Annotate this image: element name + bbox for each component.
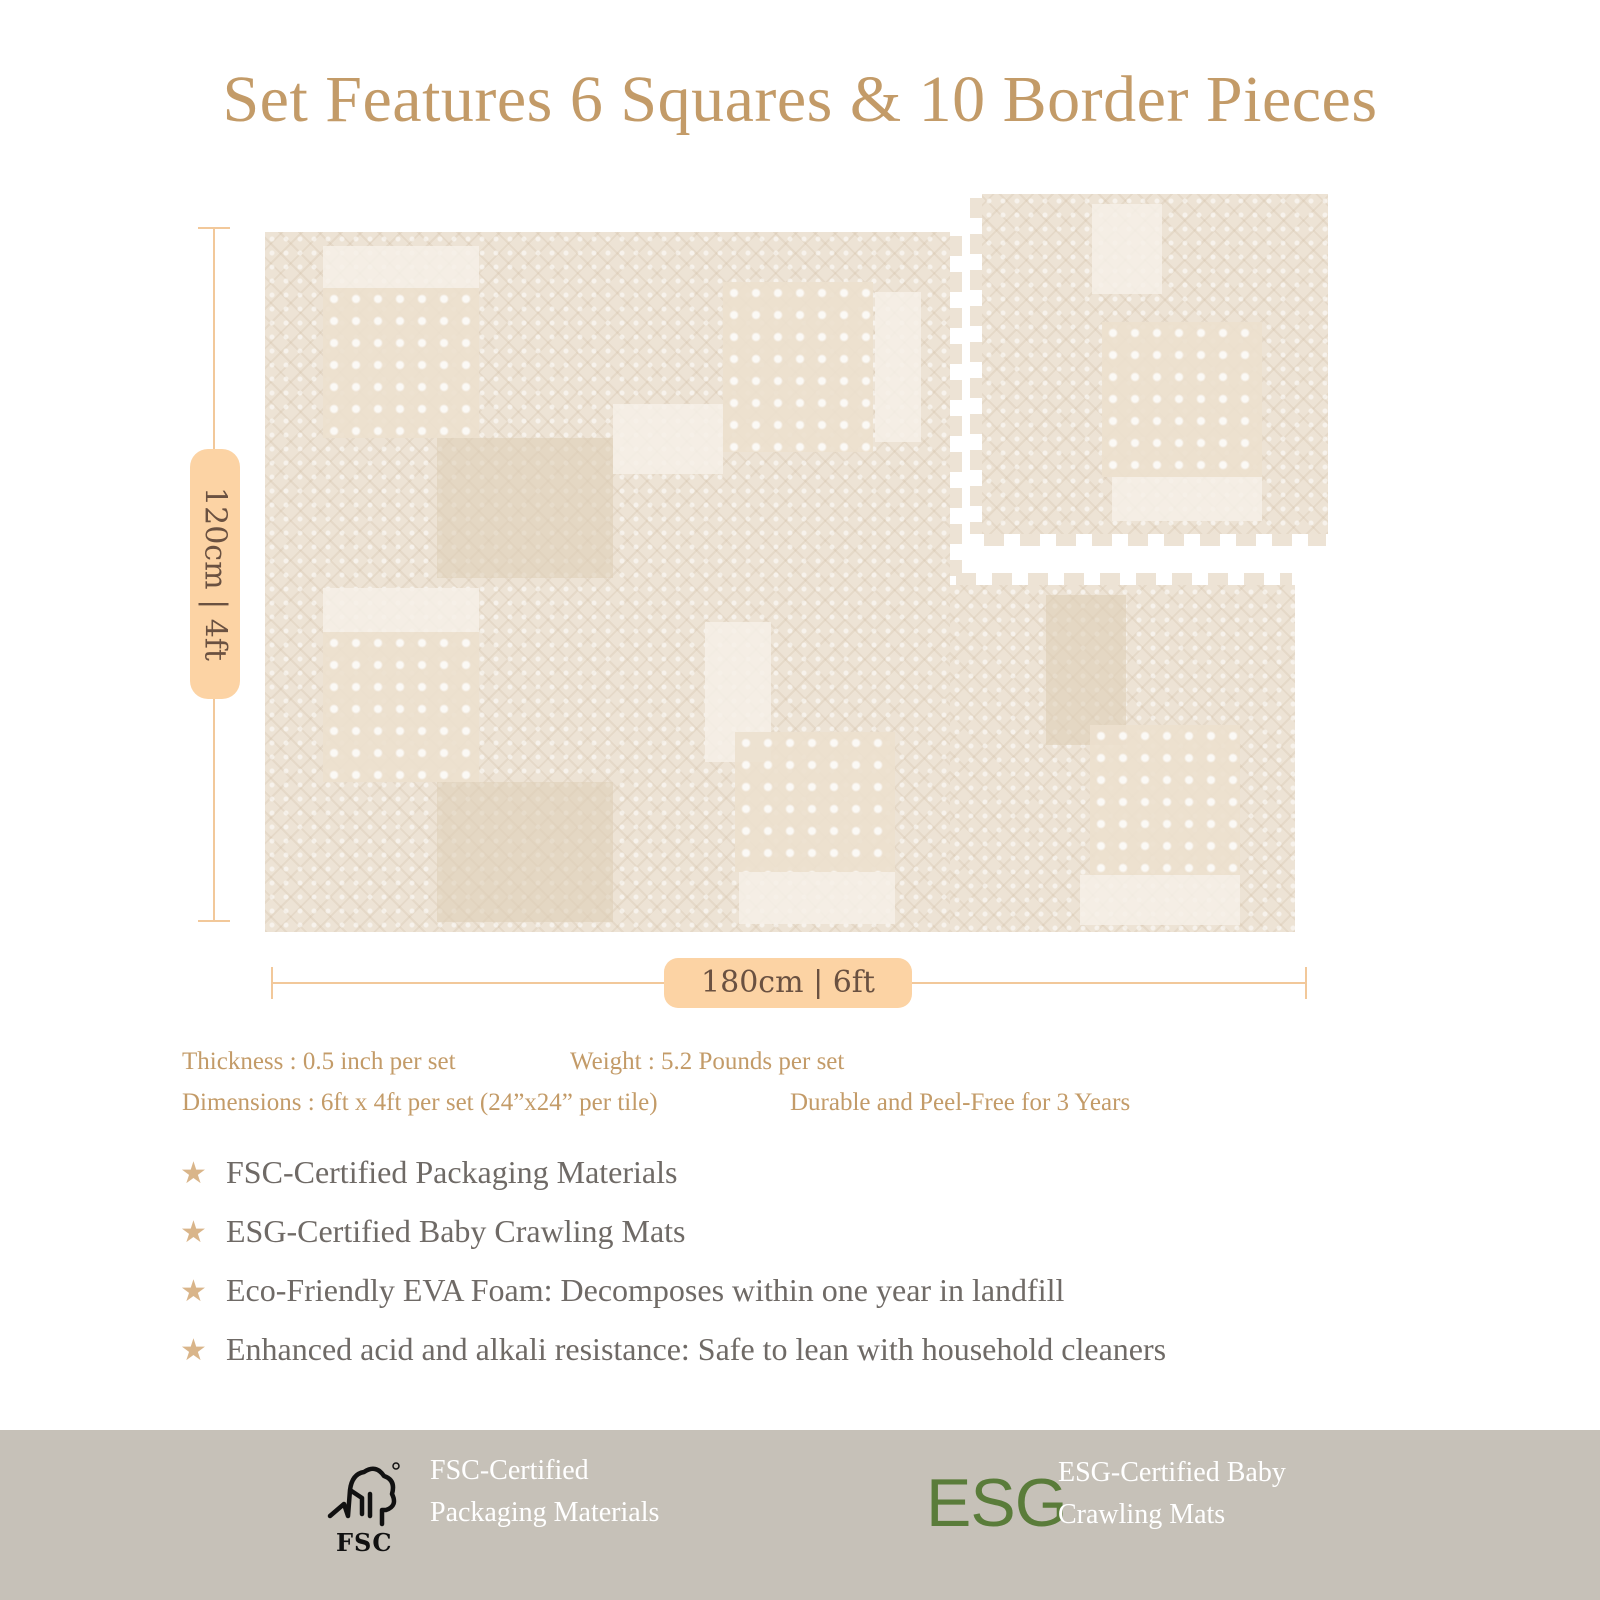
esg-caption — [1058, 1452, 1286, 1536]
feature-text: Enhanced acid and alkali resistance: Safe to lean with household cleaners — [226, 1331, 1167, 1367]
height-label: 120cm | 4ft — [197, 487, 233, 661]
feature-text: ESG-Certified Baby Crawling Mats — [226, 1213, 686, 1249]
detached-tile-bottom-teeth — [984, 534, 1326, 546]
spec-weight: Weight : 5.2 Pounds per set — [570, 1048, 845, 1075]
certification-footer — [0, 1430, 1600, 1600]
detached-tile — [982, 194, 1328, 534]
fsc-caption-line2: Packaging Materials — [430, 1497, 660, 1528]
spec-thickness: Thickness : 0.5 inch per set — [182, 1048, 456, 1075]
detached-tile-left-teeth — [970, 198, 982, 534]
fsc-caption-line1: FSC-Certified — [430, 1455, 589, 1486]
page-title: Set Features 6 Squares & 10 Border Pieces — [222, 63, 1378, 136]
height-line-cap-top — [198, 227, 230, 229]
width-label: 180cm | 6ft — [701, 965, 875, 1000]
fsc-caption — [430, 1450, 659, 1534]
esg-logo: ESG — [926, 1465, 1067, 1541]
esg-caption-line2: Crawling Mats — [1058, 1499, 1226, 1530]
fsc-logo-text: FSC — [336, 1528, 393, 1557]
mat-left-block — [265, 232, 950, 932]
star-icon: ★ — [180, 1333, 207, 1368]
mat-right-edge-teeth — [950, 236, 962, 576]
star-icon: ★ — [180, 1215, 207, 1250]
width-label-pill — [664, 958, 912, 1008]
star-icon: ★ — [180, 1274, 207, 1309]
feature-text: Eco-Friendly EVA Foam: Decomposes within one year in landfill — [226, 1272, 1065, 1308]
esg-caption-line1: ESG-Certified Baby — [1058, 1457, 1286, 1488]
mat-right-bottom-block — [950, 585, 1295, 932]
width-line-cap-right — [1305, 967, 1307, 999]
mat-top-edge-teeth — [956, 573, 1292, 585]
height-label-pill — [190, 449, 240, 699]
spec-dimensions: Dimensions : 6ft x 4ft per set (24”x24” per tile) — [182, 1089, 658, 1116]
height-line-cap-bottom — [198, 920, 230, 922]
spec-durable: Durable and Peel-Free for 3 Years — [790, 1089, 1131, 1116]
feature-text: FSC-Certified Packaging Materials — [226, 1154, 678, 1190]
star-icon: ★ — [180, 1156, 207, 1191]
width-line-cap-left — [271, 967, 273, 999]
